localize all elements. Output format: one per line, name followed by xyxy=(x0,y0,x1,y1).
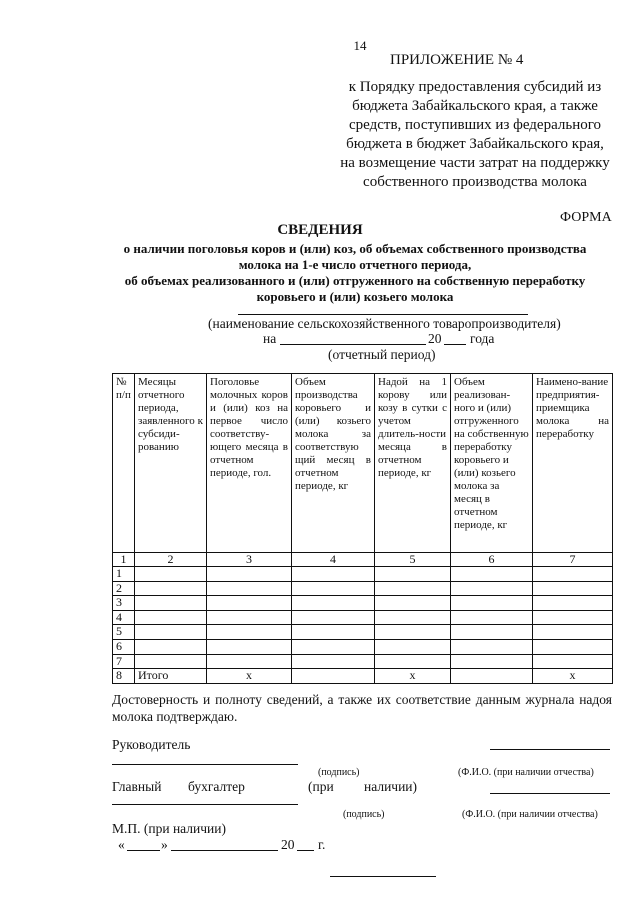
table-cell[interactable] xyxy=(135,639,207,654)
row-number-cell: 4 xyxy=(113,610,135,625)
table-cell[interactable] xyxy=(292,654,375,669)
table-row xyxy=(113,567,613,582)
chief-accountant-word-4: наличии) xyxy=(364,779,418,794)
column-number: 3 xyxy=(207,553,292,567)
table-cell[interactable] xyxy=(533,596,613,611)
header-cell-livestock: Поголовье молочных коров и (или) коз на первое число соответству-ющего месяца в отчетном периоде, гол. xyxy=(207,374,292,553)
date-day-line[interactable] xyxy=(127,850,160,851)
subtitle-line: об объемах реализованного и (или) отгруженного на собственную переработку xyxy=(124,273,586,288)
appendix-line: собственного производства молока xyxy=(363,174,587,190)
head-label: Руководитель xyxy=(112,737,191,752)
appendix-text xyxy=(320,78,630,192)
table-cell[interactable] xyxy=(292,596,375,611)
table-cell[interactable] xyxy=(451,596,533,611)
table-cell[interactable] xyxy=(207,639,292,654)
table-cell[interactable] xyxy=(533,581,613,596)
table-row xyxy=(113,596,613,611)
appendix-line: бюджета Забайкальского края, а также xyxy=(352,98,598,114)
column-number: 5 xyxy=(375,553,451,567)
table-cell[interactable] xyxy=(135,567,207,582)
table-cell[interactable] xyxy=(451,639,533,654)
fio-caption-2: (Ф.И.О. (при наличии отчества) xyxy=(462,809,598,820)
date-year-line[interactable] xyxy=(297,850,314,851)
column-number: 7 xyxy=(533,553,613,567)
date-open-quote: « xyxy=(118,837,125,852)
period-blank-line[interactable] xyxy=(280,344,426,345)
subtitle-line: молока на 1-е число отчетного периода, xyxy=(238,257,472,272)
producer-caption: (наименование сельскохозяйственного товаропроизводителя) xyxy=(208,316,561,331)
table-cell[interactable] xyxy=(451,567,533,582)
header-cell-months: Месяцы отчетного периода, заявленного к субсиди-рованию xyxy=(135,374,207,553)
head-signature-line[interactable] xyxy=(112,764,298,765)
chief-accountant-word-1: Главный xyxy=(112,779,162,794)
report-table xyxy=(112,373,613,684)
column-number-row xyxy=(113,553,613,567)
appendix-line: бюджета в бюджет Забайкальского края, xyxy=(346,136,604,152)
table-cell[interactable] xyxy=(292,639,375,654)
period-year-prefix: 20 xyxy=(428,331,442,346)
table-cell[interactable] xyxy=(451,581,533,596)
appendix-line: средств, поступивших из федерального xyxy=(348,117,602,133)
fio-caption: (Ф.И.О. (при наличии отчества) xyxy=(458,767,594,778)
date-close-quote: » xyxy=(161,837,168,852)
appendix-line: к Порядку предоставления субсидий из xyxy=(348,79,602,95)
column-number: 6 xyxy=(451,553,533,567)
table-cell[interactable] xyxy=(207,567,292,582)
row-number-cell: 2 xyxy=(113,581,135,596)
table-row xyxy=(113,625,613,640)
table-cell[interactable] xyxy=(451,625,533,640)
table-cell[interactable] xyxy=(292,581,375,596)
producer-name-line[interactable] xyxy=(238,314,528,315)
header-cell-buyer: Наимено-вание предприятия-приемщика молока на переработку xyxy=(533,374,613,553)
header-cell-number: № п/п xyxy=(113,374,135,553)
table-cell[interactable] xyxy=(292,567,375,582)
table-total-row xyxy=(113,669,613,684)
stamp-label: М.П. (при наличии) xyxy=(112,821,226,836)
table-cell[interactable] xyxy=(533,639,613,654)
page-number: 14 xyxy=(353,38,367,53)
table-row xyxy=(113,610,613,625)
header-cell-yield: Надой на 1 корову или козу в сутки с учетом длитель-ности месяца в отчетном периоде, кг xyxy=(375,374,451,553)
table-row xyxy=(113,654,613,669)
header-cell-production: Объем производства коровьего и (или) козьего молока за соответствую щий месяц в отчетном периоде, кг xyxy=(292,374,375,553)
table-cell[interactable] xyxy=(451,610,533,625)
chief-accountant-word-3: (при xyxy=(308,779,334,794)
confirmation-text: Достоверность и полноту сведений, а также их соответствие данным журнала надоя молока подтверждаю. xyxy=(112,692,612,724)
subtitle-line: о наличии поголовья коров и (или) коз, об объемах собственного производства xyxy=(123,241,587,256)
column-number: 1 xyxy=(113,553,135,567)
period-year-word: года xyxy=(470,331,495,346)
header-cell-sold: Объем реализован-ного и (или) отгруженного на собственную переработку коровьего и (или) козьего молока за месяц в отчетном периоде, кг xyxy=(451,374,533,553)
table-cell[interactable] xyxy=(135,596,207,611)
row-number-cell: 3 xyxy=(113,596,135,611)
accountant-signature-line[interactable] xyxy=(112,804,298,805)
row-number-cell: 1 xyxy=(113,567,135,582)
subtitle-line: коровьего и (или) козьего молока xyxy=(256,289,454,304)
table-cell: х xyxy=(375,669,451,684)
total-label-cell: Итого xyxy=(135,669,207,684)
chief-accountant-word-2: бухгалтер xyxy=(188,779,245,794)
table-cell[interactable] xyxy=(375,639,451,654)
period-on-label: на xyxy=(263,331,277,346)
table-cell[interactable] xyxy=(375,581,451,596)
document-title: СВЕДЕНИЯ xyxy=(277,222,363,238)
table-cell[interactable] xyxy=(533,567,613,582)
table-cell[interactable] xyxy=(375,654,451,669)
form-label: ФОРМА xyxy=(560,210,612,225)
period-year-blank[interactable] xyxy=(444,344,466,345)
row-number-cell: 7 xyxy=(113,654,135,669)
table-cell[interactable] xyxy=(135,654,207,669)
bottom-rule xyxy=(330,876,436,877)
table-cell[interactable] xyxy=(135,581,207,596)
table-cell[interactable] xyxy=(207,596,292,611)
row-number-cell: 6 xyxy=(113,639,135,654)
appendix-title: ПРИЛОЖЕНИЕ № 4 xyxy=(390,52,524,68)
table-cell[interactable] xyxy=(533,610,613,625)
table-cell[interactable] xyxy=(533,654,613,669)
table-cell[interactable] xyxy=(207,581,292,596)
table-cell[interactable] xyxy=(292,669,375,684)
table-cell[interactable] xyxy=(375,567,451,582)
table-cell[interactable] xyxy=(207,625,292,640)
column-number: 4 xyxy=(292,553,375,567)
appendix-line: на возмещение части затрат на поддержку xyxy=(340,155,610,171)
signature-caption: (подпись) xyxy=(318,767,360,778)
table-cell[interactable] xyxy=(533,625,613,640)
date-suffix: г. xyxy=(318,837,326,852)
table-cell[interactable] xyxy=(207,654,292,669)
date-year: 20 xyxy=(281,837,295,852)
table-cell[interactable] xyxy=(135,625,207,640)
table-header-row xyxy=(113,374,613,553)
table-row xyxy=(113,639,613,654)
table-cell[interactable] xyxy=(375,596,451,611)
table-cell: х xyxy=(207,669,292,684)
date-month-line[interactable] xyxy=(171,850,278,851)
table-cell[interactable] xyxy=(375,625,451,640)
table-cell[interactable] xyxy=(207,610,292,625)
table-cell[interactable] xyxy=(375,610,451,625)
period-caption: (отчетный период) xyxy=(328,347,436,362)
accountant-fio-line[interactable] xyxy=(490,793,610,794)
document-subtitle xyxy=(120,241,590,305)
table-cell[interactable] xyxy=(292,610,375,625)
row-number-cell: 8 xyxy=(113,669,135,684)
signature-caption-2: (подпись) xyxy=(343,809,385,820)
table-cell[interactable] xyxy=(292,625,375,640)
table-cell[interactable] xyxy=(451,654,533,669)
table-cell: х xyxy=(533,669,613,684)
table-cell[interactable] xyxy=(135,610,207,625)
column-number: 2 xyxy=(135,553,207,567)
head-fio-line[interactable] xyxy=(490,749,610,750)
table-row xyxy=(113,581,613,596)
row-number-cell: 5 xyxy=(113,625,135,640)
table-cell[interactable] xyxy=(451,669,533,684)
